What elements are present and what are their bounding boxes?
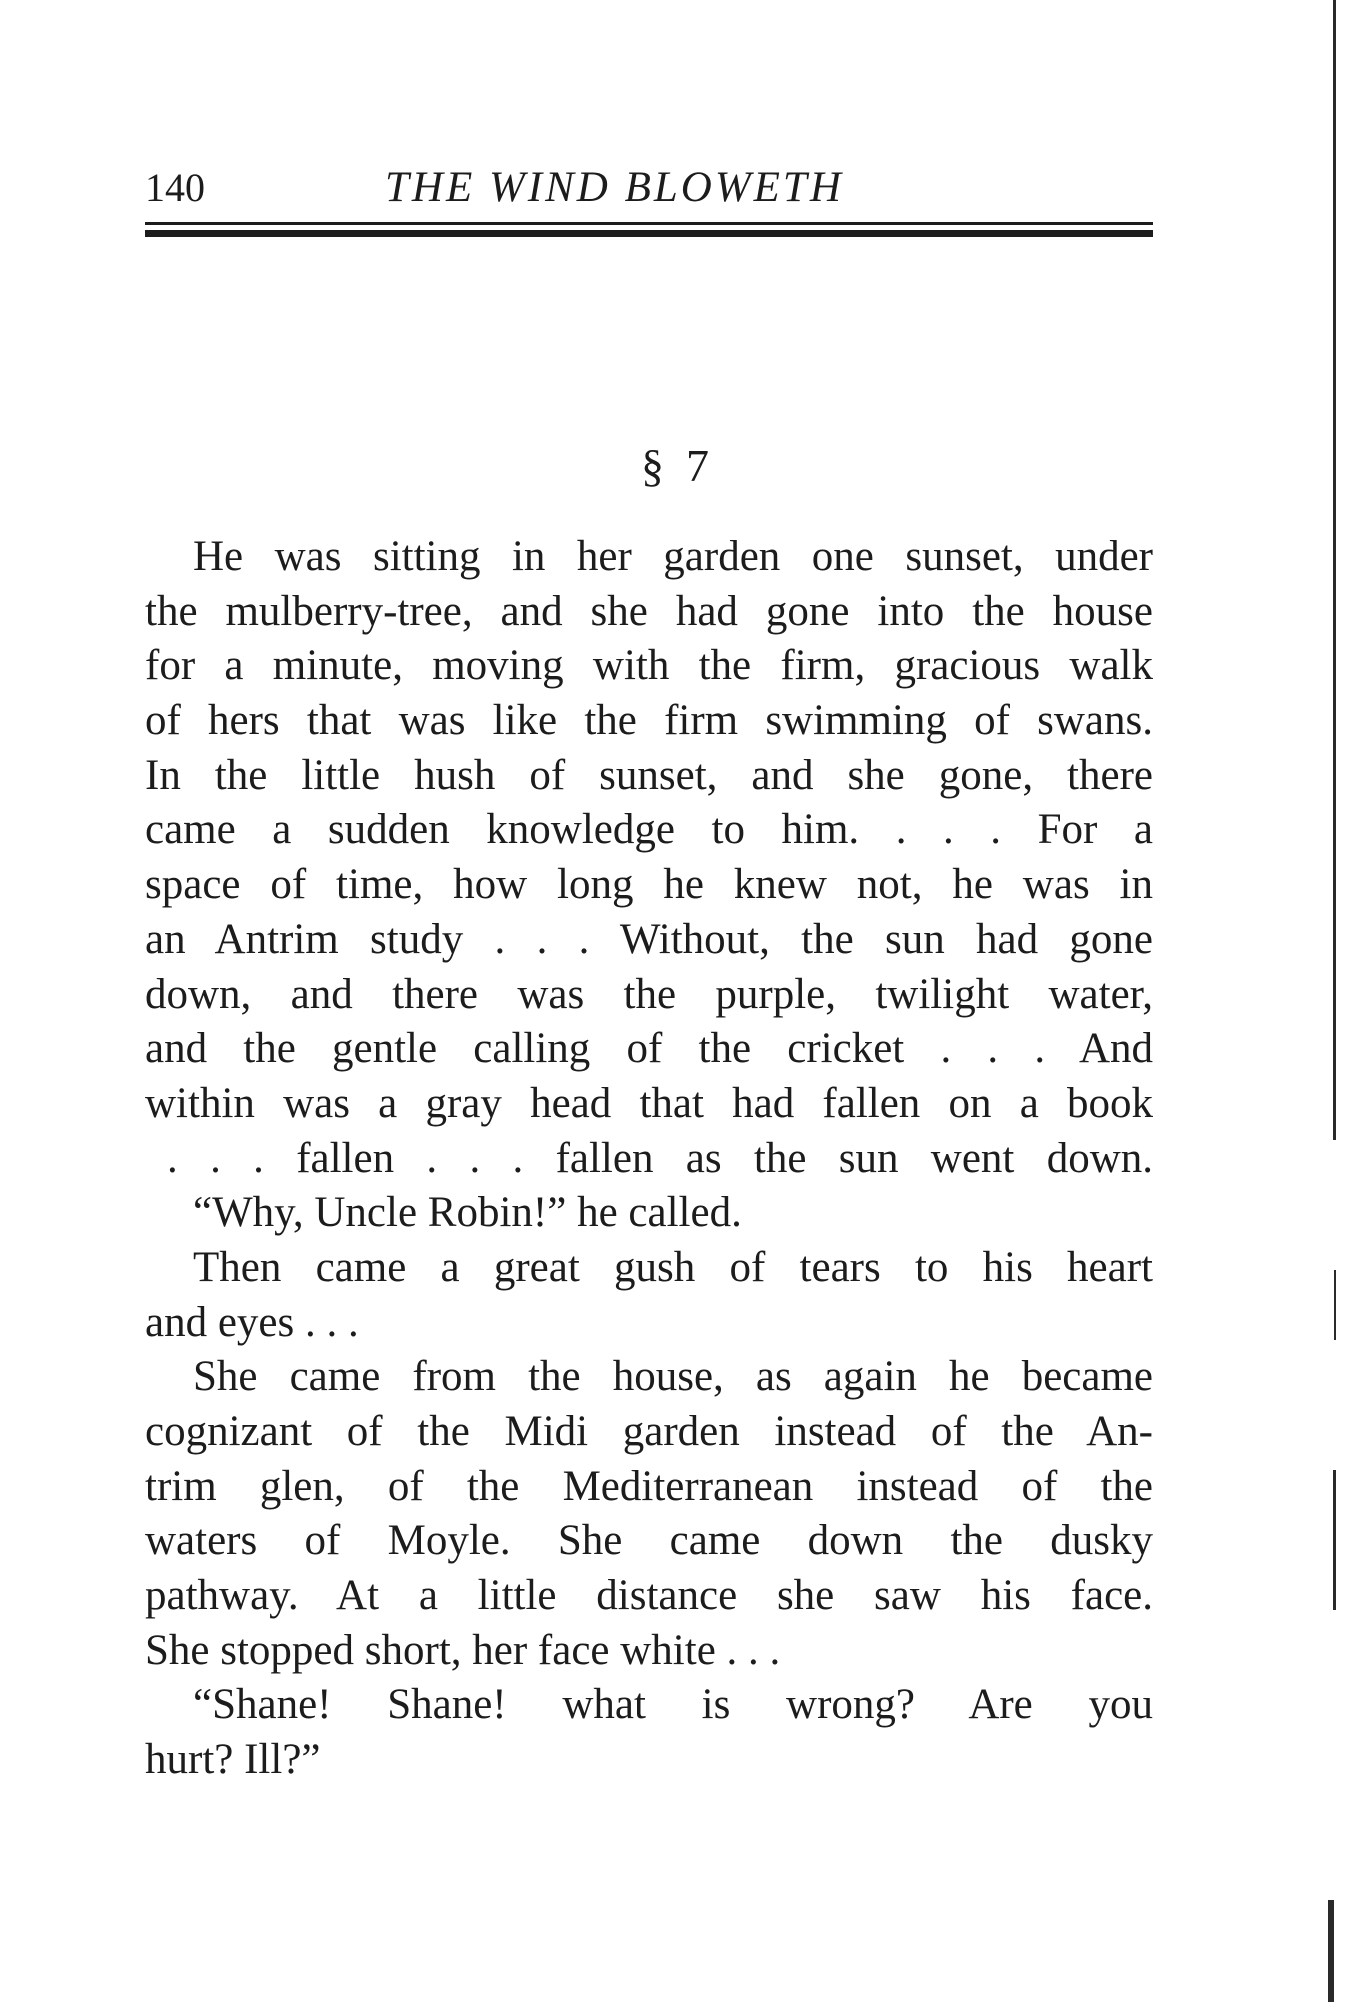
text-line: and eyes . . . bbox=[145, 1298, 359, 1346]
text-line: In the little hush of sunset, and she gone, there bbox=[145, 751, 1153, 799]
header-rule-thick bbox=[145, 230, 1153, 237]
text-line: for a minute, moving with the firm, gracious walk bbox=[145, 642, 1153, 690]
header-rule-thin bbox=[145, 222, 1153, 225]
running-title: THE WIND BLOWETH bbox=[385, 164, 844, 211]
scan-edge-line bbox=[1334, 1270, 1336, 1340]
text-line: “Shane! Shane! what is wrong? Are you bbox=[193, 1681, 1153, 1729]
page-number: 140 bbox=[145, 165, 205, 210]
text-line: an Antrim study . . . Without, the sun had gone bbox=[145, 915, 1153, 963]
body-text bbox=[145, 530, 1153, 1788]
section-number: 7 bbox=[686, 440, 709, 491]
text-line: She came from the house, as again he became bbox=[193, 1353, 1153, 1401]
text-line: and the gentle calling of the cricket . . . And bbox=[145, 1025, 1153, 1073]
scan-edge-line bbox=[1333, 1470, 1336, 1610]
text-line: . . . fallen . . . fallen as the sun went down. bbox=[167, 1134, 1153, 1182]
text-line: waters of Moyle. She came down the dusky bbox=[145, 1517, 1153, 1565]
text-line: She stopped short, her face white . . . bbox=[145, 1626, 781, 1674]
text-line: of hers that was like the firm swimming of swans. bbox=[145, 697, 1153, 745]
text-line: pathway. At a little distance she saw his face. bbox=[145, 1572, 1153, 1620]
scan-edge-line bbox=[1328, 1900, 1334, 2002]
text-line: trim glen, of the Mediterranean instead of the bbox=[145, 1462, 1153, 1510]
text-line: space of time, how long he knew not, he was in bbox=[145, 861, 1153, 909]
text-line: within was a gray head that had fallen on a book bbox=[145, 1079, 1153, 1127]
text-line: “Why, Uncle Robin!” he called. bbox=[193, 1189, 742, 1237]
text-line: cognizant of the Midi garden instead of the An- bbox=[145, 1408, 1153, 1455]
text-line: down, and there was the purple, twilight water, bbox=[145, 970, 1153, 1018]
text-line: came a sudden knowledge to him. . . . For a bbox=[145, 806, 1153, 854]
text-line: He was sitting in her garden one sunset, under bbox=[193, 533, 1153, 580]
section-symbol: § bbox=[641, 440, 664, 491]
text-line: Then came a great gush of tears to his heart bbox=[193, 1243, 1153, 1291]
section-heading bbox=[0, 436, 1350, 496]
scan-edge-line bbox=[1333, 0, 1336, 1140]
text-line: hurt? Ill?” bbox=[145, 1736, 321, 1784]
text-line: the mulberry-tree, and she had gone into the house bbox=[145, 587, 1153, 635]
running-head bbox=[145, 158, 1153, 218]
